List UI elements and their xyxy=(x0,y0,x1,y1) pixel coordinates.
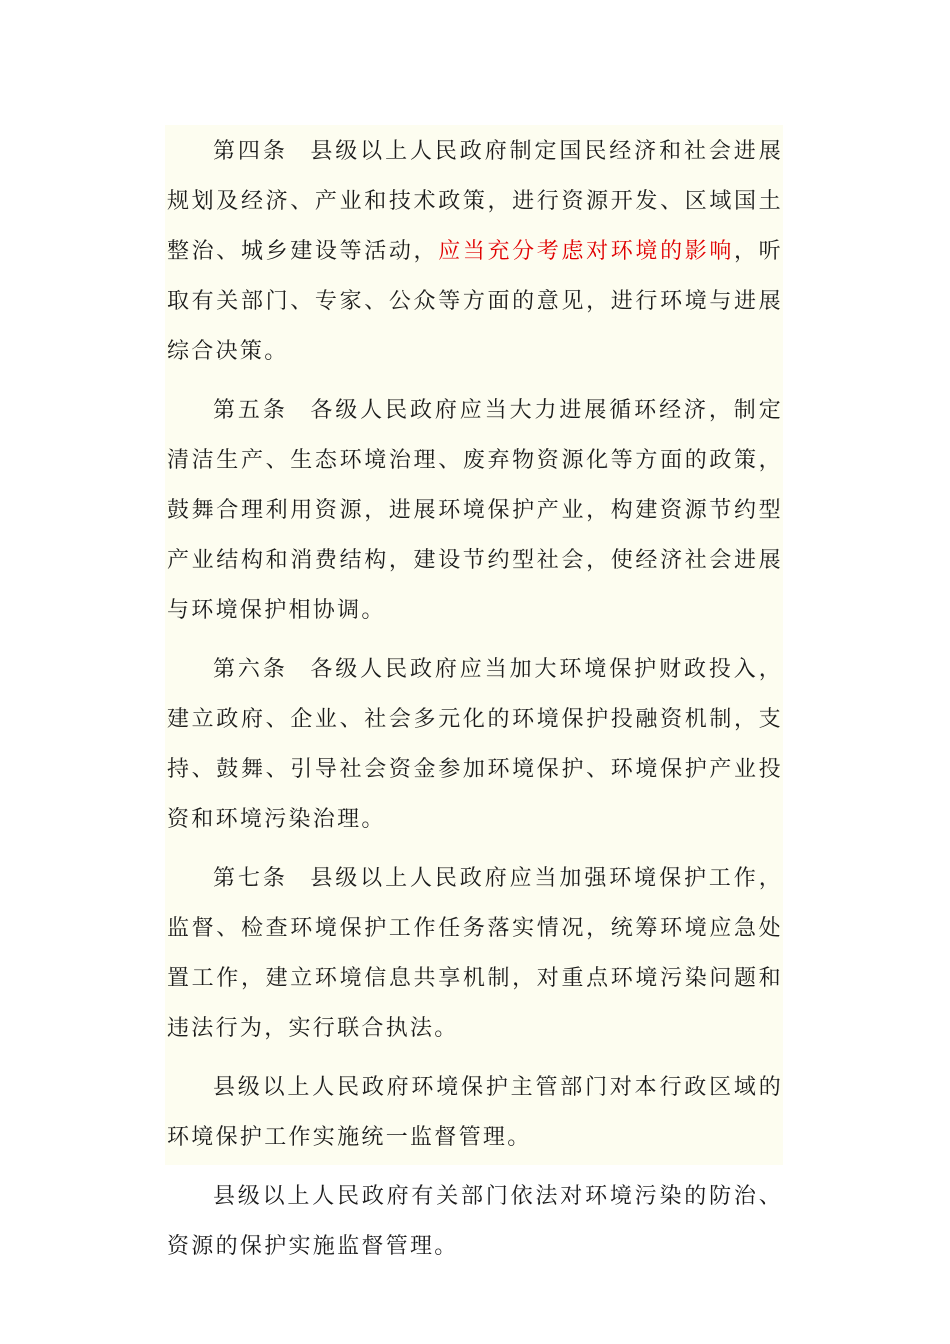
article-6-label: 第六条 xyxy=(213,657,288,682)
paragraph-supervision: 县级以上人民政府环境保护主管部门对本行政区域的环境保护工作实施统一监督管理。 xyxy=(167,1075,783,1150)
article-7 xyxy=(165,854,783,1054)
article-4-text-before: 县级以上人民政府制定国民经济和社会进展规划及经济、产业和技术政策，进行资源开发、区域国土整治、城乡建设等活动， xyxy=(167,139,784,264)
article-5-label: 第五条 xyxy=(213,398,288,423)
paragraph-departments: 县级以上人民政府有关部门依法对环境污染的防治、资源的保护实施监督管理。 xyxy=(167,1184,783,1259)
article-5-text: 各级人民政府应当大力进展循环经济，制定清洁生产、生态环境治理、废弃物资源化等方面的政策，鼓舞合理利用资源，进展环境保护产业，构建资源节约型产业结构和消费结构，建设节约型社会，使经济社会进展与环境保护相协调。 xyxy=(167,398,784,623)
document-body xyxy=(165,125,784,1259)
article-7-label: 第七条 xyxy=(213,866,288,891)
article-7-text: 县级以上人民政府应当加强环境保护工作，监督、检查环境保护工作任务落实情况，统筹环境应急处置工作，建立环境信息共享机制，对重点环境污染问题和违法行为，实行联合执法。 xyxy=(167,866,784,1041)
article-5 xyxy=(165,386,783,636)
article-6-text: 各级人民政府应当加大环境保护财政投入，建立政府、企业、社会多元化的环境保护投融资机制，支持、鼓舞、引导社会资金参加环境保护、环境保护产业投资和环境污染治理。 xyxy=(167,657,784,832)
article-4 xyxy=(165,127,783,377)
article-4-label: 第四条 xyxy=(213,139,288,164)
article-4-text-after: ，听取有关部门、专家、公众等方面的意见，进行环境与进展综合决策。 xyxy=(167,239,783,364)
article-4-highlight: 应当充分考虑对环境的影响 xyxy=(438,239,735,264)
article-6 xyxy=(165,645,783,845)
